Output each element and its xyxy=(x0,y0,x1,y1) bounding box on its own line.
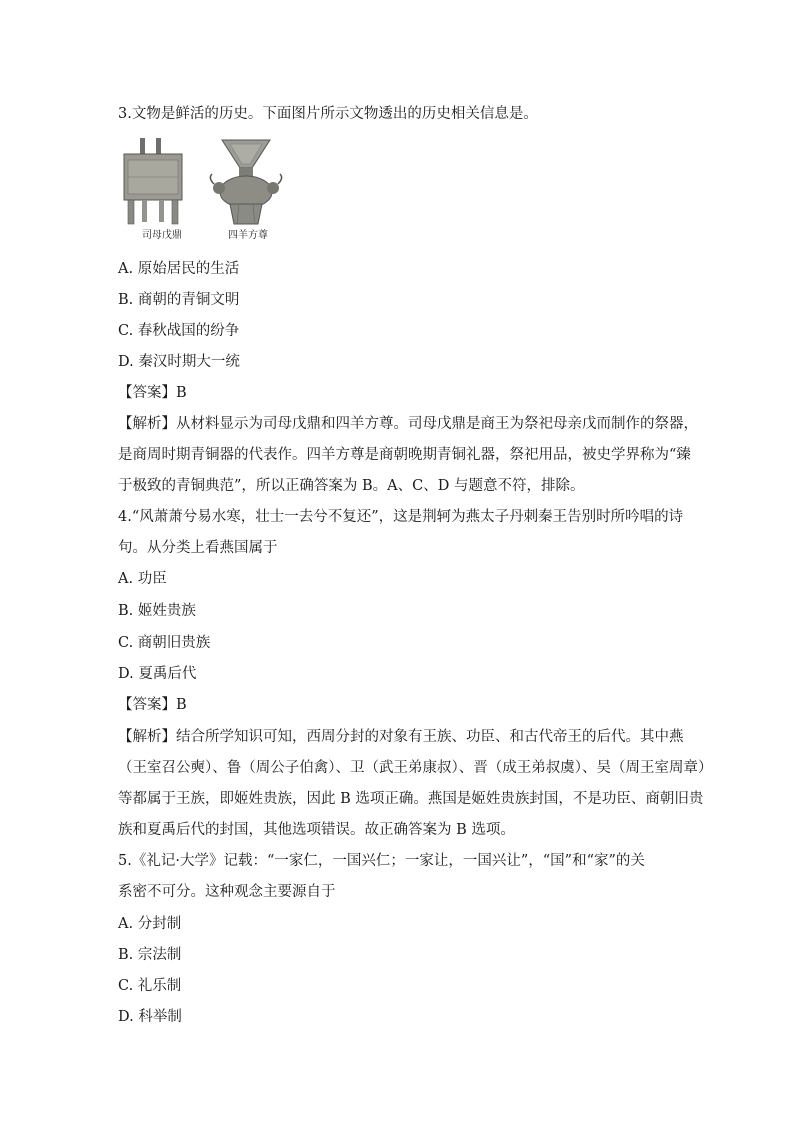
caption-siyang-fangzun: 四羊方尊 xyxy=(228,230,268,241)
artifact-figure xyxy=(118,138,288,242)
question-3-stem: 3.文物是鲜活的历史。下面图片所示文物透出的历史相关信息是。 xyxy=(118,106,538,122)
q4-analysis-line: （王室召公奭）、鲁（周公子伯禽）、卫（武王弟康叔）、晋（成王弟叔虞）、吴（周王室周章） xyxy=(118,760,713,776)
q5-option-c: C. 礼乐制 xyxy=(118,978,182,994)
question-5-stem: 系密不可分。这种观念主要源自于 xyxy=(118,884,336,900)
q4-analysis-line: 【解析】结合所学知识可知，西周分封的对象有王族、功臣、和古代帝王的后代。其中燕 xyxy=(118,729,684,745)
q4-option-b: B. 姬姓贵族 xyxy=(118,603,196,619)
q4-analysis-line: 族和夏禹后代的封国，其他选项错误。故正确答案为 B 选项。 xyxy=(118,822,515,838)
q5-option-d: D. 科举制 xyxy=(118,1009,182,1025)
q3-option-a: A. 原始居民的生活 xyxy=(118,261,240,277)
q3-analysis-line: 【解析】从材料显示为司母戊鼎和四羊方尊。司母戊鼎是商王为祭祀母亲戊而制作的祭器， xyxy=(118,416,698,432)
q3-option-d: D. 秦汉时期大一统 xyxy=(118,354,240,370)
q3-analysis-line: 于极致的青铜典范”，所以正确答案为 B。A、C、D 与题意不符，排除。 xyxy=(118,478,585,494)
caption-simuwu-ding: 司母戊鼎 xyxy=(142,230,182,241)
q4-answer: 【答案】B xyxy=(118,697,187,713)
siyang-fangzun-image xyxy=(210,140,281,224)
q5-option-b: B. 宗法制 xyxy=(118,947,182,963)
q4-option-a: A. 功臣 xyxy=(118,571,167,587)
question-4-stem: 4.“风萧萧兮易水寒，壮士一去兮不复还”，这是荆轲为燕太子丹刺秦王告别时所吟唱的诗 xyxy=(118,509,684,525)
q3-option-b: B. 商朝的青铜文明 xyxy=(118,292,240,308)
question-5-stem: 5.《礼记·大学》记载：“一家仁，一国兴仁；一家让，一国兴让”，“国”和“家”的关 xyxy=(118,853,645,869)
q5-option-a: A. 分封制 xyxy=(118,916,182,932)
q4-analysis-line: 等都属于王族，即姬姓贵族，因此 B 选项正确。燕国是姬姓贵族封国，不是功臣、商朝旧贵 xyxy=(118,791,704,807)
simuwu-ding-image xyxy=(124,138,182,224)
q4-option-c: C. 商朝旧贵族 xyxy=(118,635,211,651)
q4-option-d: D. 夏禹后代 xyxy=(118,666,197,682)
q3-option-c: C. 春秋战国的纷争 xyxy=(118,323,240,339)
q3-answer: 【答案】B xyxy=(118,385,187,401)
q3-analysis-line: 是商周时期青铜器的代表作。四羊方尊是商朝晚期青铜礼器，祭祀用品，被史学界称为“臻 xyxy=(118,447,691,463)
question-4-stem: 句。从分类上看燕国属于 xyxy=(118,540,278,556)
